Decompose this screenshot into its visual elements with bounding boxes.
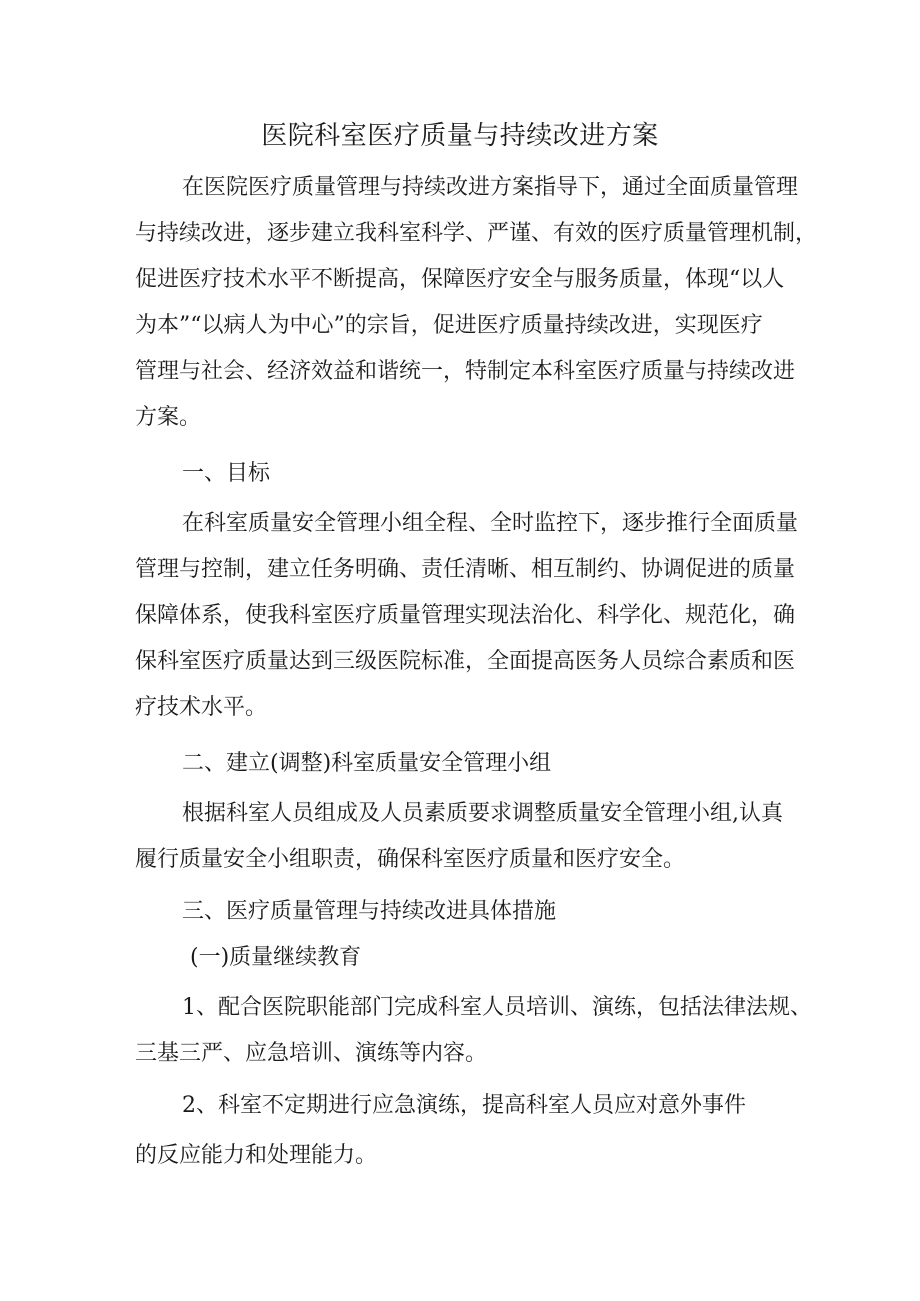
paragraph-line: 为本”“以病人为中心”的宗旨，促进医疗质量持续改进，实现医疗: [135, 313, 763, 338]
paragraph-line: 在科室质量安全管理小组全程、全时监控下，逐步推行全面质量: [182, 511, 799, 536]
paragraph-line: 促进医疗技术水平不断提高，保障医疗安全与服务质量，体现“以人: [135, 267, 785, 292]
paragraph-line: 三基三严、应急培训、演练等内容。: [135, 1041, 488, 1066]
paragraph-line: 疗技术水平。: [135, 695, 268, 720]
paragraph-line: 保障体系，使我科室医疗质量管理实现法治化、科学化、规范化，确: [135, 603, 796, 628]
subsection-heading: (一)质量继续教育: [190, 945, 362, 970]
paragraph-line: 管理与社会、经济效益和谐统一，特制定本科室医疗质量与持续改进: [135, 359, 796, 384]
paragraph-line: 2、科室不定期进行应急演练，提高科室人员应对意外事件: [182, 1093, 746, 1118]
paragraph-line: 保科室医疗质量达到三级医院标准，全面提高医务人员综合素质和医: [135, 649, 796, 674]
section-heading: 三、医疗质量管理与持续改进具体措施: [182, 899, 557, 924]
paragraph-line: 与持续改进，逐步建立我科室科学、严谨、有效的医疗质量管理机制，: [135, 221, 818, 246]
section-heading: 一、目标: [182, 461, 271, 486]
paragraph-line: 履行质量安全小组职责，确保科室医疗质量和医疗安全。: [135, 847, 686, 872]
paragraph-line: 方案。: [135, 405, 202, 430]
paragraph-line: 根据科室人员组成及人员素质要求调整质量安全管理小组,认真: [182, 801, 783, 826]
paragraph-line: 在医院医疗质量管理与持续改进方案指导下，通过全面质量管理: [182, 175, 799, 200]
paragraph-line: 的反应能力和处理能力。: [135, 1143, 378, 1168]
section-heading: 二、建立(调整)科室质量安全管理小组: [182, 751, 552, 776]
document-title: 医院科室医疗质量与持续改进方案: [261, 121, 659, 151]
paragraph-line: 1、配合医院职能部门完成科室人员培训、演练，包括法律法规、: [182, 995, 812, 1020]
paragraph-line: 管理与控制，建立任务明确、责任清晰、相互制约、协调促进的质量: [135, 557, 796, 582]
